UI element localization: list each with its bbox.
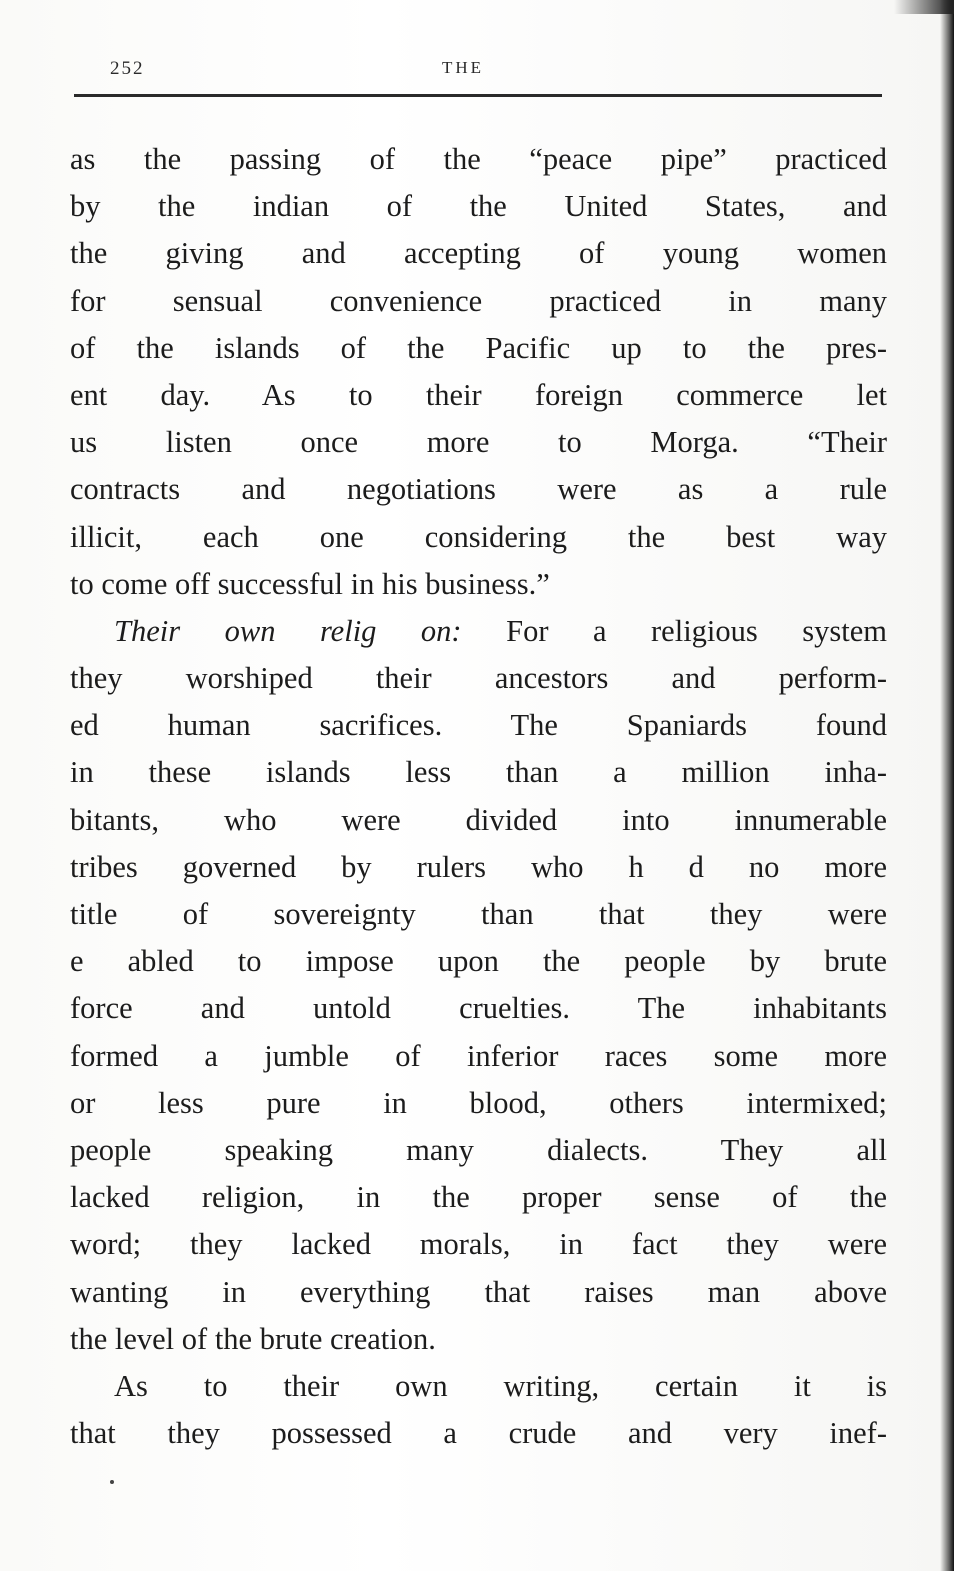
text-line: they worshiped their ancestors and perform- bbox=[70, 661, 887, 696]
text-line: the giving and accepting of young women bbox=[70, 236, 887, 271]
text-line: in these islands less than a million inha- bbox=[70, 755, 887, 790]
text-line: e abled to impose upon the people by brute bbox=[70, 944, 887, 979]
text-line: that they possessed a crude and very inef- bbox=[70, 1416, 887, 1451]
text-line: force and untold cruelties. The inhabitants bbox=[70, 991, 887, 1026]
text-line: wanting in everything that raises man above bbox=[70, 1274, 887, 1309]
text-line: ed human sacrifices. The Spaniards found bbox=[70, 708, 887, 743]
text-line: ent day. As to their foreign commerce let bbox=[70, 377, 887, 412]
page-edge-shadow bbox=[940, 0, 954, 1571]
text-line: title of sovereignty than that they were bbox=[70, 897, 887, 931]
text-line: tribes governed by rulers who h d no more bbox=[70, 849, 887, 884]
page-header bbox=[74, 58, 882, 88]
text-line: by the indian of the United States, and bbox=[70, 189, 887, 224]
text-line: contracts and negotiations were as a rule bbox=[70, 472, 887, 507]
paper-speck bbox=[110, 1480, 114, 1484]
text-line: or less pure in blood, others intermixed; bbox=[70, 1085, 887, 1120]
text-line: bitants, who were divided into innumerable bbox=[70, 802, 887, 837]
paragraph-first-line: As to their own writing, certain it is bbox=[114, 1368, 887, 1403]
text-run: For a religious system bbox=[461, 613, 887, 648]
text-line: the level of the brute creation. bbox=[70, 1321, 436, 1356]
running-head: THE bbox=[442, 58, 485, 77]
text-line: people speaking many dialects. They all bbox=[70, 1132, 887, 1167]
paragraph-first-line bbox=[70, 608, 887, 655]
page-corner-shadow bbox=[894, 0, 954, 14]
text-line: lacked religion, in the proper sense of the bbox=[70, 1180, 887, 1215]
page-number: 252 bbox=[110, 58, 145, 79]
text-line: us listen once more to Morga. “Their bbox=[70, 425, 887, 460]
text-line: for sensual convenience practiced in many bbox=[70, 283, 887, 318]
text-line: as the passing of the “peace pipe” practiced bbox=[70, 142, 887, 176]
text-line: to come off successful in his business.” bbox=[70, 566, 550, 601]
header-rule bbox=[74, 94, 882, 97]
section-run-in-heading: Their own relig on: bbox=[114, 613, 462, 648]
text-line: formed a jumble of inferior races some more bbox=[70, 1038, 887, 1073]
text-line: word; they lacked morals, in fact they were bbox=[70, 1227, 887, 1262]
text-line: illicit, each one considering the best way bbox=[70, 519, 887, 554]
text-line: of the islands of the Pacific up to the pres- bbox=[70, 330, 887, 365]
body-text bbox=[70, 136, 887, 1457]
